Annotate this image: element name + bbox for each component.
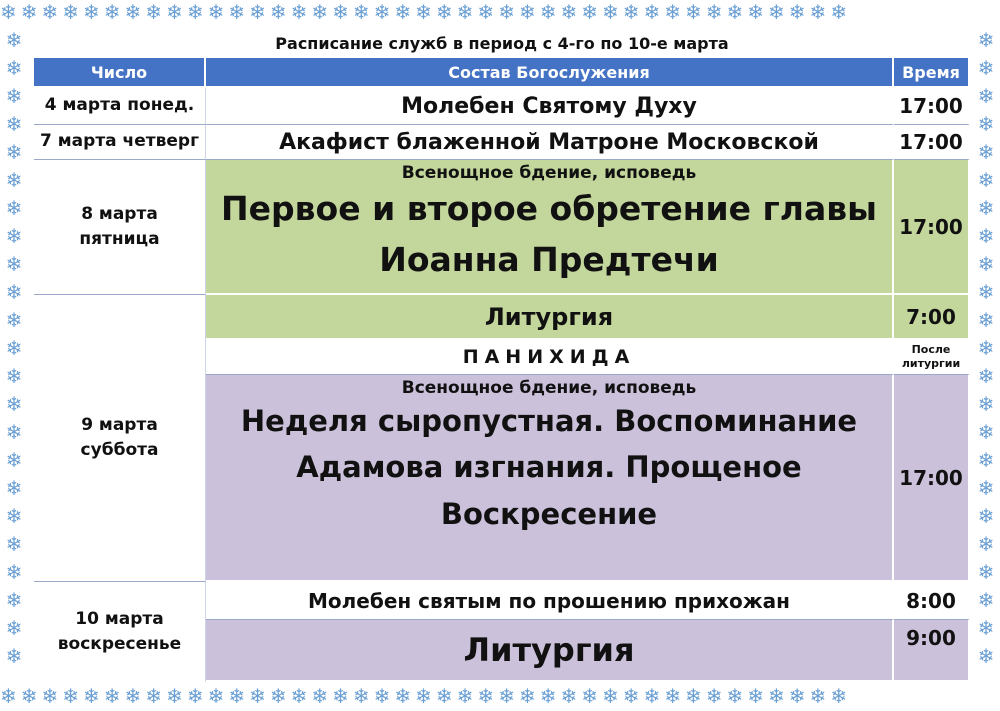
service-title-line: Первое и второе обретение главы — [221, 189, 877, 228]
service-title-line: Неделя сыропустная. Воспоминание — [240, 404, 858, 438]
date-day: 10 марта — [75, 608, 164, 629]
service-cell: Молебен Святому Духу — [206, 88, 894, 125]
service-title-line: Воскресение — [440, 496, 658, 531]
schedule-title: Расписание служб в период с 4-го по 10-е марта — [275, 34, 729, 53]
date-day: 8 марта — [81, 203, 158, 224]
snowflake-border-left: ❄ ❄ ❄ ❄ ❄ ❄ ❄ ❄ ❄ ❄ ❄ ❄ ❄ ❄ ❄ ❄ ❄ ❄ ❄ ❄ ❄ ❄ ❄ — [5, 28, 23, 668]
time-cell: 17:00 — [894, 160, 970, 295]
time-cell: 7:00 — [894, 295, 970, 340]
date-cell — [34, 295, 206, 582]
date-weekday: пятница — [79, 229, 160, 249]
time-note: литургии — [901, 357, 961, 370]
schedule-table — [34, 58, 970, 682]
service-cell: Акафист блаженной Матроне Московской — [206, 125, 894, 160]
service-cell: Литургия — [206, 295, 894, 340]
service-cell — [206, 375, 894, 582]
snowflake-border-right: ❄ ❄ ❄ ❄ ❄ ❄ ❄ ❄ ❄ ❄ ❄ ❄ ❄ ❄ ❄ ❄ ❄ ❄ ❄ ❄ ❄ ❄ ❄ — [977, 28, 995, 668]
header-time: Время — [894, 58, 970, 88]
service-cell: ПАНИХИДА — [206, 340, 894, 375]
time-cell: 17:00 — [894, 125, 970, 160]
header-date: Число — [34, 58, 206, 88]
date-cell — [34, 582, 206, 682]
snowflake-border-top: ❄❄❄❄❄❄❄❄❄❄❄❄❄❄❄❄❄❄❄❄❄❄❄❄❄❄❄❄❄❄❄❄❄❄❄❄❄❄❄❄❄ — [0, 2, 852, 24]
service-cell: Литургия — [206, 620, 894, 682]
time-note: После — [911, 343, 951, 357]
time-cell: 8:00 — [894, 582, 970, 620]
date-cell: 4 марта понед. — [34, 88, 206, 125]
time-cell: 9:00 — [894, 620, 970, 682]
date-cell — [34, 160, 206, 295]
date-cell: 7 марта четверг — [34, 125, 206, 160]
date-weekday: воскресенье — [57, 634, 182, 654]
service-title-line: Адамова изгнания. Прощеное — [296, 450, 802, 485]
time-cell: 17:00 — [894, 88, 970, 125]
header-service: Состав Богослужения — [206, 58, 894, 88]
service-title-line: Иоанна Предтечи — [379, 240, 719, 280]
time-cell: 17:00 — [894, 375, 970, 582]
date-day: 9 марта — [81, 414, 158, 435]
service-note: Всенощное бдение, исповедь — [401, 378, 697, 398]
time-cell — [894, 340, 970, 375]
date-weekday: суббота — [80, 440, 159, 460]
service-note: Всенощное бдение, исповедь — [401, 163, 697, 183]
service-cell — [206, 160, 894, 295]
service-cell: Молебен святым по прошению прихожан — [206, 582, 894, 620]
snowflake-border-bottom: ❄❄❄❄❄❄❄❄❄❄❄❄❄❄❄❄❄❄❄❄❄❄❄❄❄❄❄❄❄❄❄❄❄❄❄❄❄❄❄❄❄ — [0, 686, 852, 708]
